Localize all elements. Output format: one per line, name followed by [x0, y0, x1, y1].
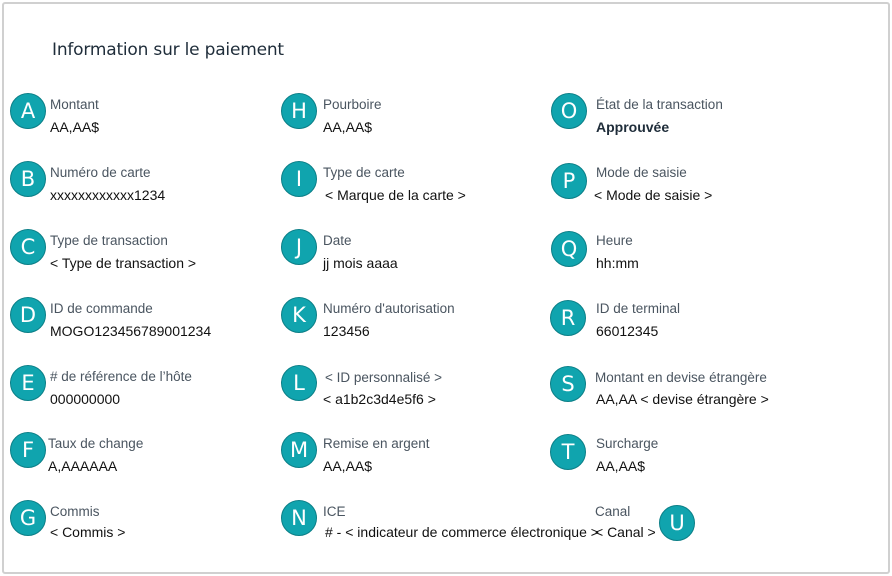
marker-a: A: [10, 93, 46, 129]
marker-o: O: [551, 93, 587, 129]
transaction-type-value: < Type de transaction >: [50, 255, 197, 271]
channel-value: < Canal >: [595, 524, 656, 540]
marker-m: M: [281, 432, 317, 468]
date-value: jj mois aaaa: [323, 255, 398, 271]
tip-label: Pourboire: [323, 97, 382, 112]
marker-b: B: [10, 161, 46, 197]
time-value: hh:mm: [596, 255, 639, 271]
marker-t: T: [550, 434, 586, 470]
clerk-label: Commis: [50, 504, 100, 519]
marker-i: I: [281, 161, 317, 197]
marker-r: R: [550, 300, 586, 336]
eci-label: ICE: [323, 504, 346, 519]
marker-u: U: [659, 505, 695, 541]
card-type-label: Type de carte: [323, 165, 405, 180]
marker-j: J: [281, 229, 317, 265]
marker-c: C: [10, 229, 46, 265]
tip-value: AA,AA$: [323, 119, 373, 135]
marker-l: L: [281, 365, 317, 401]
marker-h: H: [281, 93, 317, 129]
order-id-value: MOGO123456789001234: [50, 323, 212, 339]
time-label: Heure: [596, 233, 633, 248]
transaction-status-label: État de la transaction: [596, 97, 723, 112]
custom-id-label: < ID personnalisé >: [325, 370, 443, 385]
terminal-id-value: 66012345: [596, 323, 659, 339]
payment-info-panel: [2, 2, 890, 574]
terminal-id-label: ID de terminal: [596, 301, 681, 316]
date-label: Date: [323, 233, 352, 248]
authorization-number-label: Numéro d'autorisation: [323, 301, 455, 316]
marker-k: K: [281, 297, 317, 333]
marker-f: F: [10, 432, 46, 468]
channel-label: Canal: [595, 504, 631, 519]
marker-q: Q: [551, 231, 587, 267]
host-reference-value: 000000000: [50, 391, 121, 407]
marker-n: N: [281, 500, 317, 536]
panel-title: Information sur le paiement: [52, 40, 284, 60]
eci-value: # - < indicateur de commerce électronique >: [325, 524, 599, 540]
authorization-number-value: 123456: [323, 323, 370, 339]
amount-value: AA,AA$: [50, 119, 100, 135]
marker-g: G: [10, 500, 46, 536]
foreign-currency-amount-value: AA,AA < devise étrangère >: [596, 391, 769, 407]
custom-id-value: < a1b2c3d4e5f6 >: [323, 391, 436, 407]
cashback-value: AA,AA$: [323, 458, 373, 474]
host-reference-label: # de référence de l’hôte: [50, 369, 192, 384]
surcharge-label: Surcharge: [596, 436, 659, 451]
card-type-value: < Marque de la carte >: [325, 187, 466, 203]
marker-e: E: [10, 365, 46, 401]
surcharge-value: AA,AA$: [596, 458, 646, 474]
order-id-label: ID de commande: [50, 301, 153, 316]
cashback-label: Remise en argent: [323, 436, 430, 451]
exchange-rate-label: Taux de change: [48, 436, 144, 451]
amount-label: Montant: [50, 97, 99, 112]
marker-p: P: [551, 163, 587, 199]
marker-d: D: [10, 297, 46, 333]
card-number-label: Numéro de carte: [50, 165, 151, 180]
card-number-value: xxxxxxxxxxxx1234: [50, 187, 166, 203]
entry-mode-label: Mode de saisie: [596, 165, 687, 180]
exchange-rate-value: A,AAAAAA: [48, 458, 118, 474]
clerk-value: < Commis >: [50, 524, 126, 540]
entry-mode-value: < Mode de saisie >: [594, 187, 713, 203]
marker-s: S: [550, 366, 586, 402]
transaction-status-value: Approuvée: [596, 119, 670, 135]
transaction-type-label: Type de transaction: [50, 233, 168, 248]
foreign-currency-amount-label: Montant en devise étrangère: [595, 370, 767, 385]
